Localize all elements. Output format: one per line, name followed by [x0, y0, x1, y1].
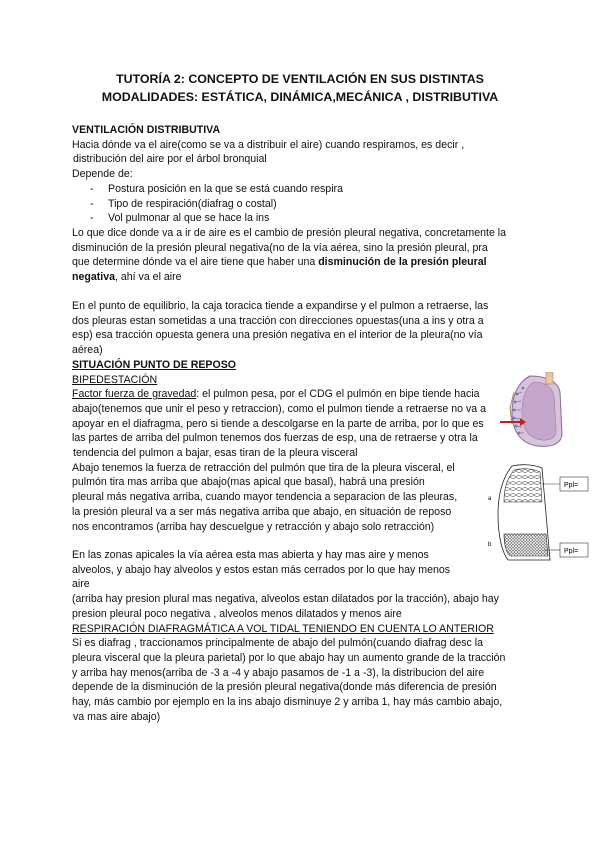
- paragraph-zonas-apicales: [72, 548, 505, 724]
- paragraph-line: las partes de arriba del pulmon tenemos dos fuerzas de esp, una de retraerse y otra la: [72, 432, 478, 445]
- paragraph-line: Lo que dice donde va a ir de aire es el cambio de presión pleural negativa, concretamente la: [72, 226, 507, 239]
- emphasis-text: disminución de la presión pleural: [318, 256, 487, 269]
- subsection-heading: BIPEDESTACIÓN: [72, 373, 158, 386]
- paragraph-line: hay, más cambio por ejemplo en la ins abajo disminuye 2 y arriba 1, hay más cambio abajo,: [72, 696, 503, 709]
- paragraph-line: pulmón tira mas arriba que abajo(mas apical que basal), habrá una presión: [72, 476, 425, 489]
- pressure-label-bottom: Ppl=: [564, 548, 579, 555]
- lung-pleura-illustration: [500, 372, 568, 450]
- title-line-1: TUTORÍA 2: CONCEPTO DE VENTILACIÓN EN SUS DISTINTAS: [116, 72, 484, 86]
- subsection-heading: RESPIRACIÓN DIAFRAGMÁTICA A VOL TIDAL TENIENDO EN CUENTA LO ANTERIOR: [72, 622, 494, 635]
- paragraph-line: pleura visceral que la pleura parietal) por lo que abajo hay un aumento grande de la tracción: [72, 651, 506, 664]
- paragraph-line: Abajo tenemos la fuerza de retracción del pulmón que tira de la pleura visceral, el: [72, 461, 455, 474]
- list-item: - Postura posición en la que se está cuando respira: [72, 182, 506, 197]
- intro-line-2: distribución del aire por el árbol bronquial: [73, 153, 267, 166]
- figure-label-b: b: [488, 542, 492, 548]
- paragraph-line: disminución de la presión pleural negativa(no de la vía aérea, sino la presión pleural, pra: [72, 241, 488, 254]
- paragraph-line: esp) esa tracción opuesta genera una presión negativa en el interior de la pleura(no vía: [72, 329, 483, 342]
- factor-label: Factor fuerza de gravedad: [72, 388, 197, 401]
- paragraph-line: aérea): [72, 344, 103, 357]
- factor-list: [72, 182, 506, 226]
- paragraph-line: tendencia del pulmon a bajar, esas tiran de la pleura visceral: [73, 447, 358, 460]
- paragraph-line: (arriba hay presion plural mas negativa, alveolos estan dilatados por la tracción), abajo hay: [72, 593, 499, 606]
- list-item: - Tipo de respiración(diafrag o costal): [72, 197, 506, 212]
- paragraph-line: abajo(tenemos que unir el peso y retraccion), como el pulmon tiende a retraerse no va a: [72, 402, 486, 415]
- depende-label: Depende de:: [72, 168, 133, 181]
- paragraph-line: la presión pleural va a ser más negativa arriba que abajo, en situación de reposo: [72, 505, 452, 518]
- section-heading: VENTILACIÓN DISTRIBUTIVA: [72, 124, 221, 136]
- paragraph-line: y arriba hay menos(arriba de -3 a -4 y abajo pasamos de -1 a -3), la distribucion del aire: [72, 666, 485, 679]
- paragraph-line: dos pleuras estan sometidas a una tracción con direcciones opuestas(una a ins y otra a: [72, 314, 484, 327]
- paragraph-line: En las zonas apicales la vía aérea esta mas abierta y hay mas aire y menos: [72, 549, 429, 561]
- paragraph-line: va mas aire abajo): [73, 710, 161, 723]
- paragraph-line: alveolos, y abajo hay alveolos y estos estan más cerrados por lo que hay menos: [72, 563, 451, 576]
- emphasis-text: negativa: [72, 271, 115, 284]
- paragraph-line: depende de la disminución de la presión pleural negativa(donde más diferencia de presión: [72, 681, 497, 694]
- paragraph-line: nos encontramos (arriba hay descuelgue y retracción y abajo solo retracción): [72, 520, 435, 533]
- intro-line-1: Hacia dónde va el aire(como se va a distribuir el aire) cuando respiramos, es decir ,: [72, 138, 465, 151]
- paragraph-equilibrio: [72, 299, 488, 534]
- pressure-label-top: Ppl=: [564, 482, 579, 489]
- paragraph-line: presion pleural poco negativa , alveolos menos dilatados y menos aire: [72, 607, 402, 620]
- list-item: - Vol pulmonar al que se hace la ins: [72, 211, 506, 226]
- paragraph-line: aire: [72, 578, 90, 591]
- paragraph-text: que determine dónde va el aire tiene que haber una: [72, 256, 319, 269]
- paragraph-line: pleural más negativa arriba, cuando mayor tendencia a separacion de las pleuras,: [72, 491, 458, 504]
- title-line-2: MODALIDADES: ESTÁTICA, DINÁMICA,MECÁNICA , DISTRIBUTIVA: [101, 90, 499, 104]
- pleural-pressure-diagram: [486, 462, 590, 566]
- paragraph-line: [72, 270, 506, 285]
- paragraph-text: : el pulmon pesa, por el CDG el pulmón en bipe tiende hacia: [196, 388, 480, 401]
- paragraph-line: En el punto de equilibrio, la caja toracica tiende a expandirse y el pulmon a retraerse, las: [72, 300, 489, 312]
- paragraph-text: , ahí va el aire: [114, 271, 182, 284]
- section-ventilacion-distributiva: [72, 123, 506, 285]
- page-title: [60, 70, 540, 106]
- paragraph-line: Si es diafrag , traccionamos principalmente de abajo del pulmón(cuando diafrag desc la: [72, 637, 484, 650]
- paragraph-line: [72, 387, 488, 402]
- section-heading: SITUACIÓN PUNTO DE REPOSO: [72, 358, 237, 371]
- paragraph-line: [72, 255, 506, 270]
- figure-label-a: a: [488, 496, 492, 502]
- paragraph-line: apoyar en el diafragma, pero si tiende a descolgarse en la parte de arriba, por lo que es: [72, 417, 484, 430]
